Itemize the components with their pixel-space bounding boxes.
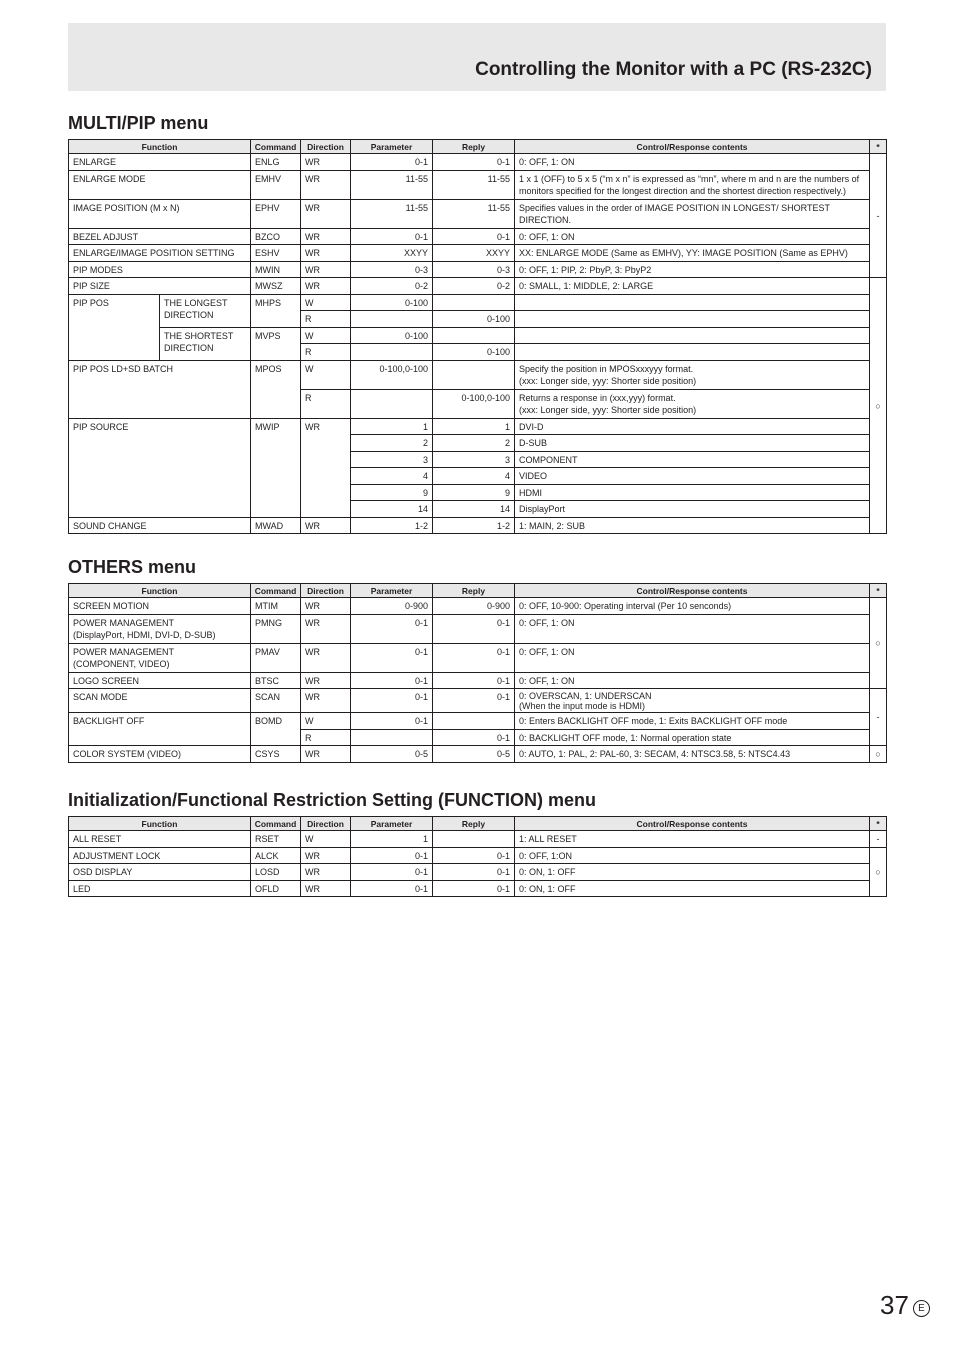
cell-parameter: 0-3 <box>351 261 433 278</box>
cell-mark: - <box>870 831 887 848</box>
cell-parameter: 0-1 <box>351 689 433 713</box>
cell-parameter <box>351 311 433 328</box>
col-header-command: Command <box>251 584 301 598</box>
cell-reply: 0-1 <box>433 880 515 897</box>
cell-function: ENLARGE MODE <box>69 170 251 199</box>
cell-parameter: 11-55 <box>351 170 433 199</box>
cell-contents: 0: AUTO, 1: PAL, 2: PAL-60, 3: SECAM, 4: NTSC3.58, 5: NTSC4.43 <box>515 746 870 763</box>
cell-contents: 0: OFF, 1: PIP, 2: PbyP, 3: PbyP2 <box>515 261 870 278</box>
page-header <box>68 23 886 91</box>
cell-contents <box>515 327 870 344</box>
cell-command: MWSZ <box>251 278 301 295</box>
cell-command: ENLG <box>251 154 301 171</box>
cell-parameter: 0-1 <box>351 713 433 730</box>
cell-command: EMHV <box>251 170 301 199</box>
cell-function: POWER MANAGEMENT (COMPONENT, VIDEO) <box>69 643 251 672</box>
cell-reply: 1 <box>433 418 515 435</box>
cell-direction: R <box>301 389 351 418</box>
table-row <box>69 294 887 311</box>
cell-command: BTSC <box>251 672 301 689</box>
cell-parameter: 0-5 <box>351 746 433 763</box>
cell-reply: 0-3 <box>433 261 515 278</box>
cell-reply: 1-2 <box>433 517 515 534</box>
cell-direction: WR <box>301 847 351 864</box>
cell-direction: W <box>301 327 351 344</box>
col-header-reply: Reply <box>433 817 515 831</box>
cell-contents: D-SUB <box>515 435 870 452</box>
cell-parameter: 1 <box>351 831 433 848</box>
cell-command: LOSD <box>251 864 301 881</box>
cell-mark: - <box>870 154 887 278</box>
cell-mark: ○ <box>870 598 887 689</box>
cell-function: SOUND CHANGE <box>69 517 251 534</box>
table-row <box>69 360 887 389</box>
cell-direction: WR <box>301 261 351 278</box>
cell-function: BEZEL ADJUST <box>69 228 251 245</box>
cell-direction: W <box>301 360 351 389</box>
cell-contents: 0: ON, 1: OFF <box>515 880 870 897</box>
col-header-function: Function <box>69 817 251 831</box>
cell-reply: 0-900 <box>433 598 515 615</box>
cell-parameter: 0-100,0-100 <box>351 360 433 389</box>
cell-mark: - <box>870 689 887 746</box>
cell-command: MWAD <box>251 517 301 534</box>
col-header-contents: Control/Response contents <box>515 817 870 831</box>
cell-reply: 0-1 <box>433 154 515 171</box>
table-row <box>69 228 887 245</box>
table-row <box>69 689 887 713</box>
cell-direction: W <box>301 294 351 311</box>
cell-command: MHPS <box>251 294 301 327</box>
col-header-parameter: Parameter <box>351 817 433 831</box>
cell-contents: DVI-D <box>515 418 870 435</box>
cell-function: ADJUSTMENT LOCK <box>69 847 251 864</box>
cell-contents: 1: ALL RESET <box>515 831 870 848</box>
cell-parameter: 11-55 <box>351 199 433 228</box>
col-header-mark: * <box>870 817 887 831</box>
cell-direction: WR <box>301 154 351 171</box>
cell-reply: 11-55 <box>433 170 515 199</box>
cell-function: POWER MANAGEMENT (DisplayPort, HDMI, DVI-D, D-SUB) <box>69 614 251 643</box>
function-menu-table <box>68 816 887 897</box>
cell-contents: 0: OFF, 1: ON <box>515 228 870 245</box>
cell-direction: WR <box>301 517 351 534</box>
col-header-command: Command <box>251 140 301 154</box>
cell-contents: 0: OFF, 1:ON <box>515 847 870 864</box>
table-row <box>69 598 887 615</box>
cell-reply: 11-55 <box>433 199 515 228</box>
cell-direction: WR <box>301 614 351 643</box>
cell-function: BACKLIGHT OFF <box>69 713 251 746</box>
table-row <box>69 864 887 881</box>
cell-command: MWIP <box>251 418 301 517</box>
cell-contents: VIDEO <box>515 468 870 485</box>
cell-contents: 1: MAIN, 2: SUB <box>515 517 870 534</box>
cell-reply: 0-100,0-100 <box>433 389 515 418</box>
cell-function: ENLARGE <box>69 154 251 171</box>
others-title: OTHERS menu <box>68 557 197 577</box>
table-row <box>69 831 887 848</box>
table-row <box>69 327 887 344</box>
table-row <box>69 847 887 864</box>
table-row <box>69 643 887 672</box>
cell-reply: 4 <box>433 468 515 485</box>
cell-reply: 0-1 <box>433 689 515 713</box>
multi-pip-table <box>68 139 887 534</box>
cell-reply: 0-100 <box>433 311 515 328</box>
cell-contents: XX: ENLARGE MODE (Same as EMHV), YY: IMAGE POSITION (Same as EPHV) <box>515 245 870 262</box>
page-header-title: Controlling the Monitor with a PC (RS-232C) <box>475 59 872 80</box>
cell-contents: 0: OFF, 1: ON <box>515 643 870 672</box>
cell-parameter: 9 <box>351 484 433 501</box>
cell-reply <box>433 831 515 848</box>
cell-parameter: 0-1 <box>351 228 433 245</box>
cell-command: ALCK <box>251 847 301 864</box>
cell-function: ALL RESET <box>69 831 251 848</box>
cell-direction: R <box>301 729 351 746</box>
cell-reply: 0-1 <box>433 672 515 689</box>
cell-contents: 0: ON, 1: OFF <box>515 864 870 881</box>
col-header-mark: * <box>870 584 887 598</box>
cell-reply <box>433 294 515 311</box>
cell-parameter <box>351 729 433 746</box>
cell-command: MTIM <box>251 598 301 615</box>
others-table <box>68 583 887 763</box>
cell-contents: Specifies values in the order of IMAGE POSITION IN LONGEST/ SHORTEST DIRECTION. <box>515 199 870 228</box>
cell-reply: 3 <box>433 451 515 468</box>
col-header-command: Command <box>251 817 301 831</box>
cell-reply: XXYY <box>433 245 515 262</box>
cell-function: ENLARGE/IMAGE POSITION SETTING <box>69 245 251 262</box>
col-header-function: Function <box>69 584 251 598</box>
cell-reply <box>433 713 515 730</box>
col-header-direction: Direction <box>301 140 351 154</box>
cell-contents: HDMI <box>515 484 870 501</box>
cell-contents: COMPONENT <box>515 451 870 468</box>
cell-function: PIP POS LD+SD BATCH <box>69 360 251 418</box>
cell-contents: 1 x 1 (OFF) to 5 x 5 (“m x n” is expressed as “mn”, where m and n are the numbers of monitors specified for the longest direction and the shortest direction respectively.) <box>515 170 870 199</box>
cell-command: ESHV <box>251 245 301 262</box>
table-row <box>69 713 887 730</box>
col-header-direction: Direction <box>301 584 351 598</box>
col-header-reply: Reply <box>433 584 515 598</box>
cell-parameter: XXYY <box>351 245 433 262</box>
cell-contents: 0: OVERSCAN, 1: UNDERSCAN (When the input mode is HDMI) <box>515 689 870 713</box>
cell-reply: 0-1 <box>433 847 515 864</box>
table-row <box>69 170 887 199</box>
cell-parameter: 0-1 <box>351 672 433 689</box>
table-row <box>69 199 887 228</box>
cell-reply <box>433 360 515 389</box>
table-row <box>69 278 887 295</box>
cell-function: COLOR SYSTEM (VIDEO) <box>69 746 251 763</box>
table-row <box>69 880 887 897</box>
cell-direction: WR <box>301 199 351 228</box>
cell-function: SCAN MODE <box>69 689 251 713</box>
language-badge: E <box>913 1300 930 1317</box>
cell-direction: WR <box>301 880 351 897</box>
cell-reply: 0-1 <box>433 864 515 881</box>
cell-command: EPHV <box>251 199 301 228</box>
col-header-function: Function <box>69 140 251 154</box>
page-number: 37 <box>880 1290 909 1320</box>
cell-reply: 0-1 <box>433 643 515 672</box>
cell-contents: 0: OFF, 1: ON <box>515 614 870 643</box>
cell-parameter <box>351 344 433 361</box>
cell-function: PIP SIZE <box>69 278 251 295</box>
cell-parameter: 0-1 <box>351 643 433 672</box>
table-row <box>69 245 887 262</box>
cell-command: MWIN <box>251 261 301 278</box>
table-row <box>69 517 887 534</box>
cell-parameter: 0-100 <box>351 327 433 344</box>
multi-pip-title: MULTI/PIP menu <box>68 113 209 133</box>
table-header-row <box>69 817 887 831</box>
cell-direction: W <box>301 831 351 848</box>
cell-parameter: 0-1 <box>351 880 433 897</box>
cell-reply: 0-2 <box>433 278 515 295</box>
cell-function: IMAGE POSITION (M x N) <box>69 199 251 228</box>
cell-command: MVPS <box>251 327 301 360</box>
cell-parameter: 0-900 <box>351 598 433 615</box>
cell-direction: WR <box>301 278 351 295</box>
cell-reply <box>433 327 515 344</box>
col-header-parameter: Parameter <box>351 140 433 154</box>
cell-parameter: 1 <box>351 418 433 435</box>
cell-command: MPOS <box>251 360 301 418</box>
cell-reply: 9 <box>433 484 515 501</box>
cell-function: LED <box>69 880 251 897</box>
cell-command: BZCO <box>251 228 301 245</box>
cell-parameter: 2 <box>351 435 433 452</box>
table-row <box>69 746 887 763</box>
col-header-mark: * <box>870 140 887 154</box>
col-header-parameter: Parameter <box>351 584 433 598</box>
cell-parameter: 0-1 <box>351 154 433 171</box>
cell-command: PMNG <box>251 614 301 643</box>
cell-parameter: 0-1 <box>351 614 433 643</box>
cell-subfunction: THE LONGEST DIRECTION <box>160 294 251 327</box>
table-row <box>69 614 887 643</box>
cell-command: BOMD <box>251 713 301 746</box>
cell-direction: WR <box>301 228 351 245</box>
cell-command: PMAV <box>251 643 301 672</box>
cell-command: SCAN <box>251 689 301 713</box>
cell-reply: 0-1 <box>433 729 515 746</box>
cell-contents: DisplayPort <box>515 501 870 518</box>
cell-parameter: 0-100 <box>351 294 433 311</box>
cell-function: LOGO SCREEN <box>69 672 251 689</box>
cell-function: PIP POS <box>69 294 160 360</box>
cell-reply: 2 <box>433 435 515 452</box>
cell-reply: 14 <box>433 501 515 518</box>
cell-direction: WR <box>301 864 351 881</box>
cell-mark: ○ <box>870 746 887 763</box>
cell-direction: WR <box>301 689 351 713</box>
cell-parameter: 1-2 <box>351 517 433 534</box>
cell-contents: 0: OFF, 10-900: Operating interval (Per 10 senconds) <box>515 598 870 615</box>
cell-function: PIP MODES <box>69 261 251 278</box>
cell-reply: 0-1 <box>433 614 515 643</box>
table-row <box>69 154 887 171</box>
cell-parameter: 14 <box>351 501 433 518</box>
cell-mark: ○ <box>870 847 887 897</box>
cell-direction: WR <box>301 245 351 262</box>
cell-function: PIP SOURCE <box>69 418 251 517</box>
table-row <box>69 418 887 435</box>
col-header-direction: Direction <box>301 817 351 831</box>
cell-contents: 0: OFF, 1: ON <box>515 154 870 171</box>
cell-direction: WR <box>301 672 351 689</box>
cell-reply: 0-1 <box>433 228 515 245</box>
cell-direction: R <box>301 311 351 328</box>
cell-command: OFLD <box>251 880 301 897</box>
cell-function: OSD DISPLAY <box>69 864 251 881</box>
col-header-reply: Reply <box>433 140 515 154</box>
col-header-contents: Control/Response contents <box>515 584 870 598</box>
cell-direction: WR <box>301 170 351 199</box>
cell-direction: WR <box>301 598 351 615</box>
cell-contents <box>515 294 870 311</box>
cell-parameter <box>351 389 433 418</box>
cell-command: CSYS <box>251 746 301 763</box>
cell-contents: 0: BACKLIGHT OFF mode, 1: Normal operation state <box>515 729 870 746</box>
cell-parameter: 4 <box>351 468 433 485</box>
cell-function: SCREEN MOTION <box>69 598 251 615</box>
table-row <box>69 672 887 689</box>
cell-contents <box>515 344 870 361</box>
cell-direction: WR <box>301 643 351 672</box>
cell-contents: 0: OFF, 1: ON <box>515 672 870 689</box>
cell-direction: W <box>301 713 351 730</box>
table-header-row <box>69 584 887 598</box>
cell-direction: WR <box>301 746 351 763</box>
cell-command: RSET <box>251 831 301 848</box>
col-header-contents: Control/Response contents <box>515 140 870 154</box>
cell-contents: Specify the position in MPOSxxxyyy format. (xxx: Longer side, yyy: Shorter side position) <box>515 360 870 389</box>
cell-contents <box>515 311 870 328</box>
cell-reply: 0-100 <box>433 344 515 361</box>
cell-subfunction: THE SHORTEST DIRECTION <box>160 327 251 360</box>
function-menu-title: Initialization/Functional Restriction Setting (FUNCTION) menu <box>68 790 596 810</box>
cell-parameter: 0-1 <box>351 847 433 864</box>
table-row <box>69 261 887 278</box>
cell-parameter: 0-1 <box>351 864 433 881</box>
cell-contents: 0: SMALL, 1: MIDDLE, 2: LARGE <box>515 278 870 295</box>
cell-parameter: 3 <box>351 451 433 468</box>
cell-contents: 0: Enters BACKLIGHT OFF mode, 1: Exits BACKLIGHT OFF mode <box>515 713 870 730</box>
cell-mark: ○ <box>870 278 887 534</box>
cell-direction: R <box>301 344 351 361</box>
cell-direction: WR <box>301 418 351 517</box>
cell-contents: Returns a response in (xxx,yyy) format. (xxx: Longer side, yyy: Shorter side position) <box>515 389 870 418</box>
cell-reply: 0-5 <box>433 746 515 763</box>
cell-parameter: 0-2 <box>351 278 433 295</box>
table-header-row <box>69 140 887 154</box>
